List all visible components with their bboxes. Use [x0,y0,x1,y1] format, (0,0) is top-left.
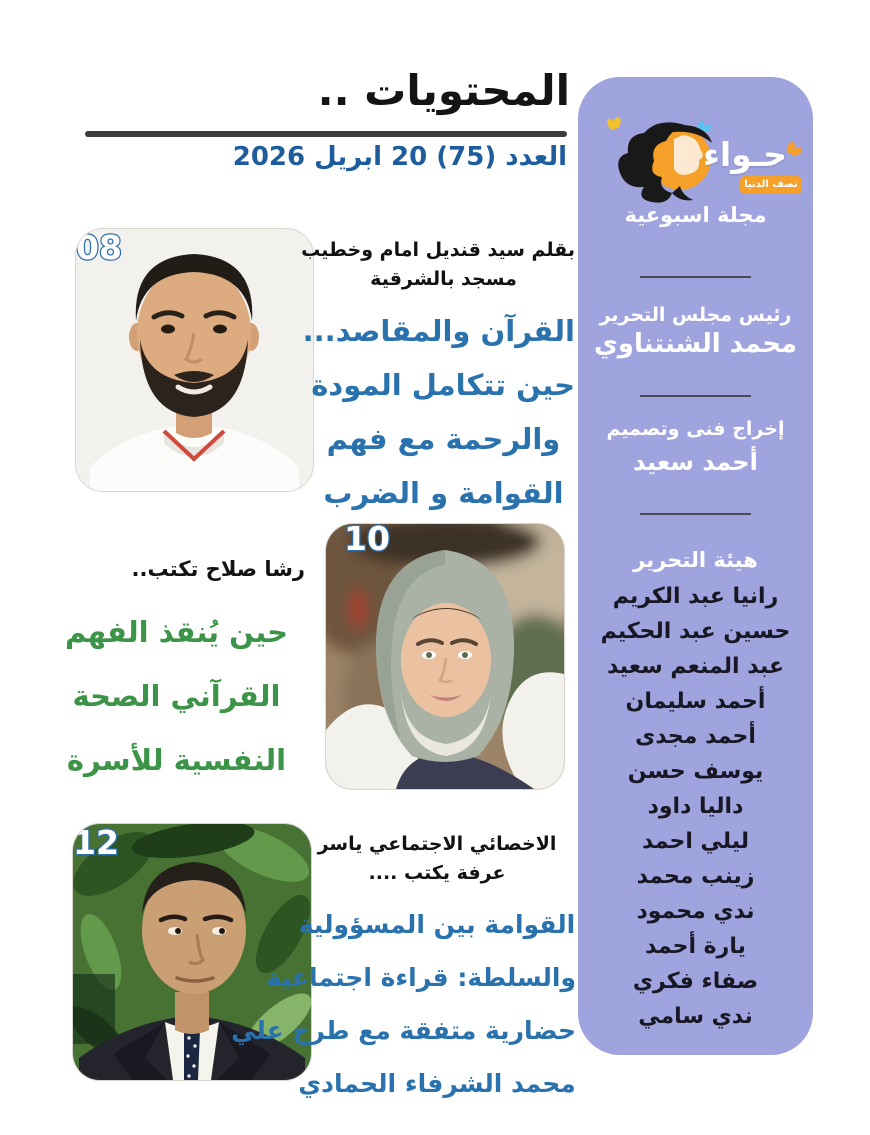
article-1-photo [75,228,314,492]
art-direction-label: إخراج فنى وتصميم [606,418,785,440]
svg-text:12: 12 [73,823,119,862]
sidebar-divider [640,395,751,397]
svg-text:08: 08 [76,228,122,267]
board-member: ليلي احمد [642,829,749,854]
board-member: صفاء فكري [632,969,759,994]
article-3-title: حضارية متفقة مع طرح علي [231,1016,576,1045]
title-divider [85,131,567,137]
article-1-byline: بقلم سيد قنديل امام وخطيب [301,239,575,261]
article-1-title: القرآن والمقاصد... [302,314,575,348]
article-2-byline: رشا صلاح تكتب.. [131,557,305,581]
board-member: أحمد سليمان [625,689,766,714]
article-1-title: القوامة و الضرب [323,476,564,510]
article-1-byline: مسجد بالشرقية [370,268,517,290]
board-member: زينب محمد [636,864,755,889]
editor-in-chief-name: محمد الشنتناوي [593,329,798,359]
article-1-title: والرحمة مع فهم [326,422,561,456]
issue-date-line: العدد (75) 20 ابريل 2026 [232,142,567,172]
page-number-badge [336,519,565,781]
editor-in-chief-label: رئيس مجلس التحرير [599,304,792,326]
brand-tagline-badge: نصف الدنيا [740,176,802,194]
magazine-type-label: مجلة اسبوعية [624,203,767,227]
art-direction-name: أحمد سعيد [633,448,758,476]
article-3-title: القوامة بين المسؤولية [298,910,576,939]
board-member: رانيا عبد الكريم [612,584,779,609]
board-member: عبد المنعم سعيد [607,654,784,679]
article-2-entry [48,555,305,792]
board-member: يارة أحمد [645,934,746,959]
article-3-byline: عرفة يكتب .... [368,862,506,884]
article-2-title: حين يُنقذ الفهم [65,615,288,649]
board-member: ندي محمود [636,899,755,924]
editorial-board-label: هيئة التحرير [633,548,758,572]
article-3-title: والسلطة: قراءة اجتماعية [266,963,576,992]
editorial-board-list [578,579,813,1034]
sidebar-divider [640,513,751,515]
board-member: أحمد مجدى [635,724,756,749]
article-3-byline: الاخصائي الاجتماعي ياسر [317,833,557,855]
sidebar-divider [640,276,751,278]
page-number-badge [75,228,305,487]
article-1-title: حين تتكامل المودة [311,368,575,402]
article-2-title: النفسية للأسرة [66,743,287,777]
board-member: حسين عبد الحكيم [600,619,791,644]
page-title: المحتويات .. [317,66,570,115]
article-1-entry [301,236,575,520]
yellow-butterfly-icon [606,114,626,133]
article-3-title: محمد الشرفاء الحمادي [298,1069,576,1098]
article-2-photo [325,519,565,790]
board-member: يوسف حسن [627,759,764,784]
article-2-title: القرآني الصحة [72,679,281,713]
board-member: ندي سامي [638,1004,753,1029]
article-3-entry [231,830,576,1110]
svg-text:10: 10 [344,519,390,558]
masthead-sidebar [578,77,813,1055]
brand-name: حـواء [703,135,787,174]
board-member: داليا داود [647,794,744,819]
